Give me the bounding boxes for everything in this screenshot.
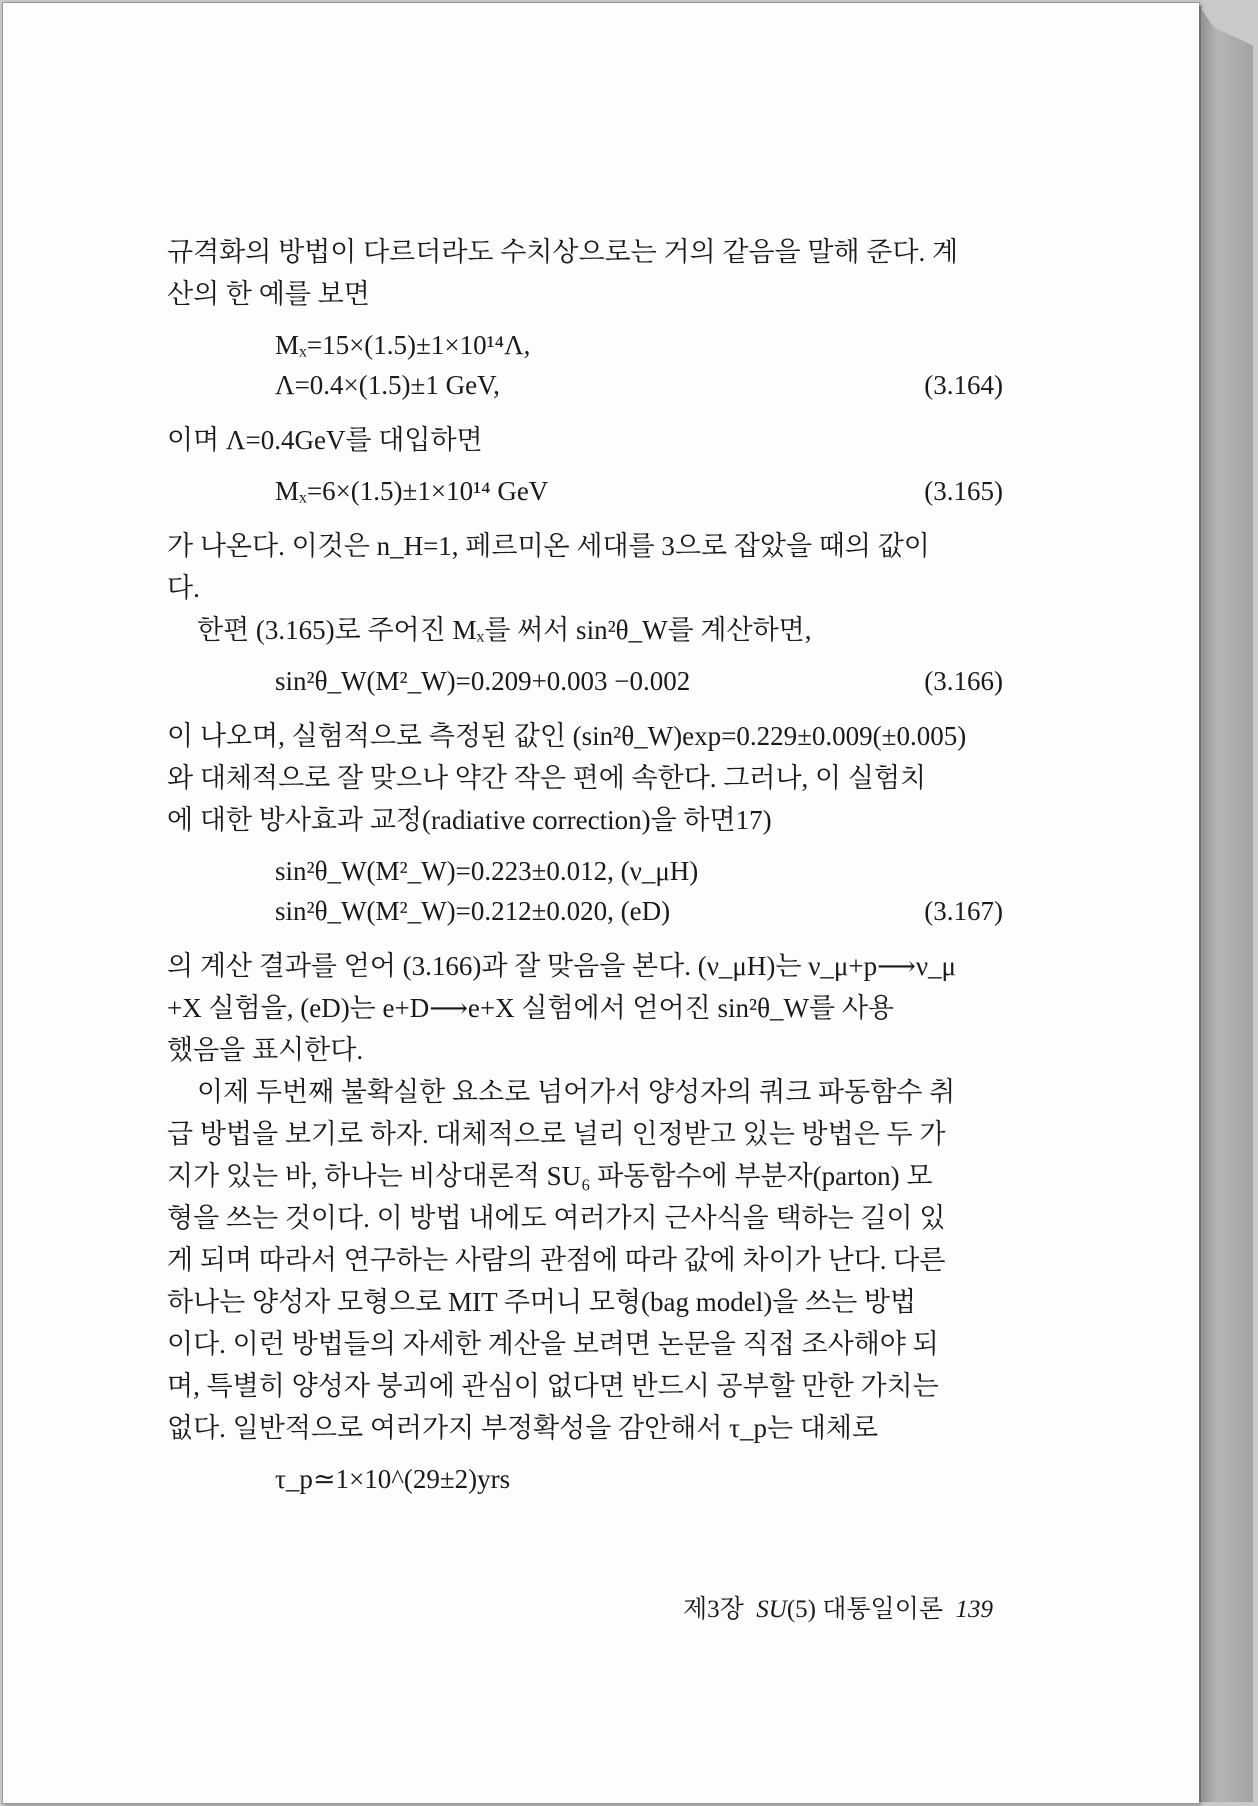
text-line: 형을 쓰는 것이다. 이 방법 내에도 여러가지 근사식을 택하는 길이 있: [167, 1203, 946, 1233]
footer-title: (5) 대통일이론: [786, 1596, 943, 1623]
text-line: 가 나온다. 이것은 n_H=1, 페르미온 세대를 3으로 잡았을 때의 값이: [167, 531, 930, 561]
equation-line: Mₓ=15×(1.5)±1×10¹⁴Λ,: [275, 330, 531, 360]
equation-3-165: Mₓ=6×(1.5)±1×10¹⁴ GeV (3.165): [275, 471, 1013, 511]
equation-line: Λ=0.4×(1.5)±1 GeV, (3.164): [275, 365, 1013, 405]
text-line: 다.: [167, 573, 200, 603]
text-line: 급 방법을 보기로 하자. 대체적으로 널리 인정받고 있는 방법은 두 가: [167, 1119, 946, 1149]
equation-3-166: sin²θ_W(M²_W)=0.209+0.003 −0.002 (3.166): [275, 661, 1013, 701]
text-line: 산의 한 예를 보면: [167, 279, 370, 309]
text-line: 의 계산 결과를 얻어 (3.166)과 잘 맞음을 본다. (ν_μH)는 ν_μ+p⟶ν_μ: [167, 951, 957, 981]
text-line: 이제 두번째 불확실한 요소로 넘어가서 양성자의 쿼크 파동함수 취: [197, 1077, 956, 1107]
book-page: [2, 2, 1200, 1804]
equation-3-164: [275, 325, 1013, 405]
page-footer: [651, 1589, 993, 1625]
equation-number: (3.166): [924, 666, 1003, 696]
text-line: 없다. 일반적으로 여러가지 부정확성을 감안해서 τ_p는 대체로: [167, 1413, 879, 1443]
text-line: +X 실험을, (eD)는 e+D⟶e+X 실험에서 얻어진 sin²θ_W를 사용: [167, 993, 894, 1023]
page-stack-edge: [1199, 6, 1253, 1802]
equation-number: (3.165): [924, 476, 1003, 506]
text-line: 했음을 표시한다.: [167, 1035, 364, 1065]
equation-number: (3.164): [924, 370, 1003, 400]
text-line: 게 되며 따라서 연구하는 사람의 관점에 따라 값에 차이가 난다. 다른: [167, 1245, 946, 1275]
text-line: 에 대한 방사효과 교정(radiative correction)을 하면17): [167, 805, 772, 835]
text-line: 이다. 이런 방법들의 자세한 계산을 보려면 논문을 직접 조사해야 되: [167, 1329, 939, 1359]
text-line: 이 나오며, 실험적으로 측정된 값인 (sin²θ_W)exp=0.229±0.009(±0.005): [167, 721, 967, 751]
text-line: 이며 Λ=0.4GeV를 대입하면: [167, 425, 483, 455]
page-body: [167, 231, 1013, 1499]
equation-line: sin²θ_W(M²_W)=0.223±0.012, (ν_μH): [275, 856, 699, 886]
footer-title-italic: SU: [756, 1596, 787, 1623]
page-number: 139: [955, 1596, 993, 1623]
text-line: 와 대체적으로 잘 맞으나 약간 작은 편에 속한다. 그러나, 이 실험치: [167, 763, 927, 793]
text-line: 규격화의 방법이 다르더라도 수치상으로는 거의 같음을 말해 준다. 계: [167, 237, 959, 267]
text-line: 하나는 양성자 모형으로 MIT 주머니 모형(bag model)을 쓰는 방법: [167, 1287, 917, 1317]
text-line: 며, 특별히 양성자 붕괴에 관심이 없다면 반드시 공부할 만한 가치는: [167, 1371, 939, 1401]
equation-number: (3.167): [924, 896, 1003, 926]
footer-chapter: 제3장: [682, 1596, 744, 1623]
equation-line: sin²θ_W(M²_W)=0.212±0.020, (eD) (3.167): [275, 891, 1013, 931]
text-line: 한편 (3.165)로 주어진 Mₓ를 써서 sin²θ_W를 계산하면,: [197, 615, 812, 645]
page-edge-line: [1199, 6, 1201, 1802]
text-line: 지가 있는 바, 하나는 비상대론적 SU₆ 파동함수에 부분자(parton) 모: [167, 1161, 933, 1191]
equation-proton-lifetime: τ_p≃1×10^(29±2)yrs: [275, 1464, 511, 1494]
equation-3-167: [275, 851, 1013, 931]
